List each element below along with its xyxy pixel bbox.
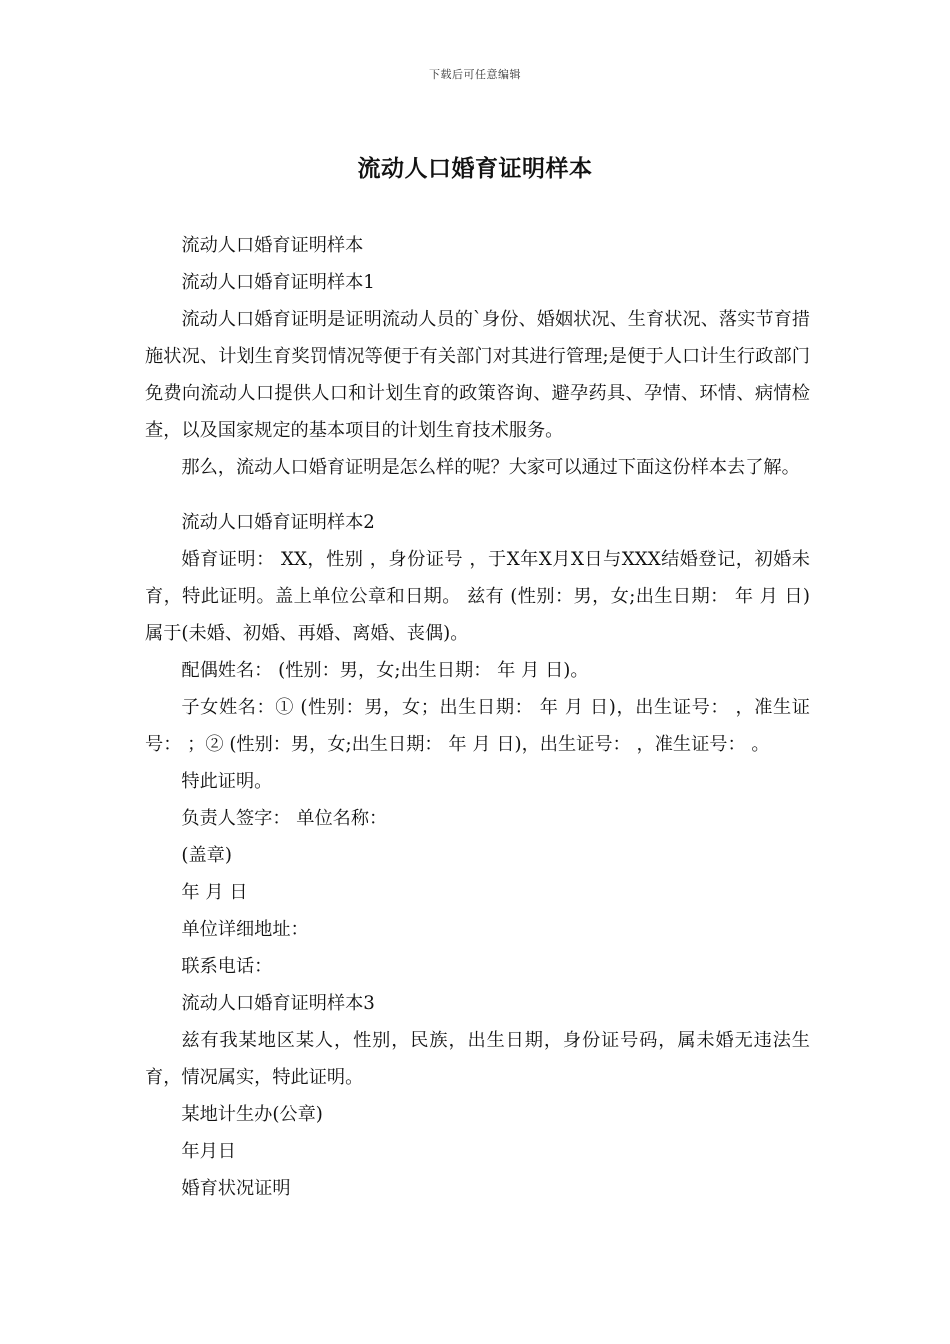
paragraph: 特此证明。 xyxy=(181,771,273,792)
document-title: 流动人口婚育证明样本 xyxy=(357,155,593,182)
header-note: 下载后可任意编辑 xyxy=(429,68,521,81)
paragraph: 年月日 xyxy=(181,1141,236,1162)
blank-line xyxy=(145,486,810,504)
paragraph: 兹有我某地区某人，性别，民族，出生日期，身份证号码，属未婚无违法生育，情况属实，特此证明。 xyxy=(145,1030,810,1088)
paragraph: 负责人签字： 单位名称： xyxy=(181,808,388,829)
paragraph: 子女姓名：① (性别：男，女；出生日期： 年 月 日)，出生证号： ，准生证号： ；② (性别：男，女;出生日期： 年 月 日)，出生证号： ，准生证号： 。 xyxy=(145,697,810,755)
paragraph: 单位详细地址： xyxy=(181,919,309,940)
paragraph: 联系电话： xyxy=(181,956,273,977)
paragraph: 某地计生办(公章) xyxy=(181,1104,323,1125)
section-heading: 流动人口婚育证明样本2 xyxy=(181,512,375,533)
paragraph: 婚育证明： XX，性别 ，身份证号 ，于X年X月X日与XXX结婚登记，初婚未育，特此证明。盖上单位公章和日期。 兹有 (性别：男，女;出生日期： 年 月 日)属于(未婚、初婚、再婚、离婚、丧偶)。 xyxy=(145,549,810,644)
section-heading: 流动人口婚育证明样本1 xyxy=(181,272,375,293)
paragraph: 流动人口婚育证明样本 xyxy=(181,235,364,256)
paragraph: 婚育状况证明 xyxy=(181,1178,291,1199)
paragraph: (盖章) xyxy=(181,845,232,866)
paragraph: 那么，流动人口婚育证明是怎么样的呢？大家可以通过下面这份样本去了解。 xyxy=(181,457,800,478)
document-body xyxy=(145,227,810,1207)
paragraph: 配偶姓名： (性别：男，女;出生日期： 年 月 日)。 xyxy=(181,660,589,681)
section-heading: 流动人口婚育证明样本3 xyxy=(181,993,375,1014)
paragraph: 年 月 日 xyxy=(181,882,248,903)
paragraph: 流动人口婚育证明是证明流动人员的`身份、婚姻状况、生育状况、落实节育措施状况、计划生育奖罚情况等便于有关部门对其进行管理;是便于人口计生行政部门免费向流动人口提供人口和计划生育的政策咨询、避孕药具、孕情、环情、病情检查，以及国家规定的基本项目的计划生育技术服务。 xyxy=(145,309,810,441)
